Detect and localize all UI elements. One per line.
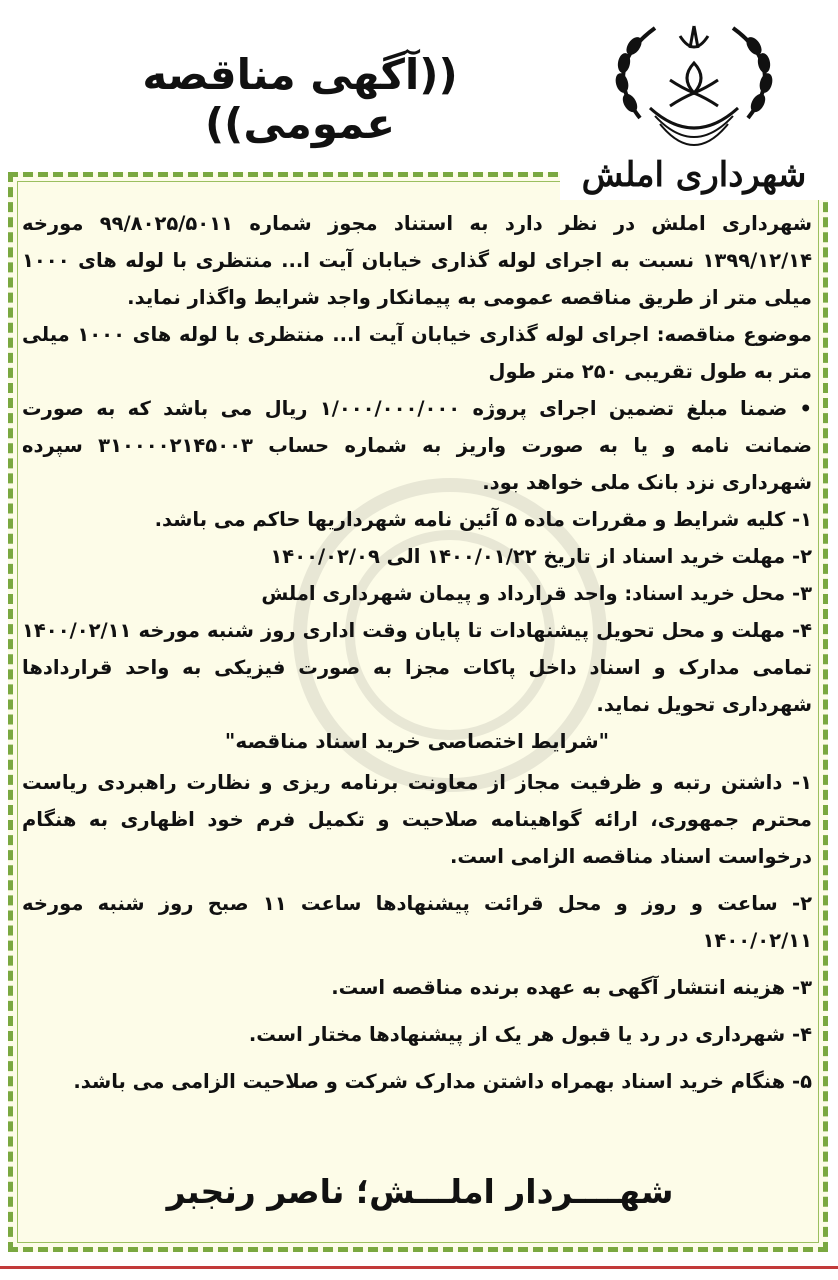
conditions-title: "شرایط اختصاصی خرید اسناد مناقصه" <box>224 729 610 753</box>
subject-text: اجرای لوله گذاری خیابان آیت ا... منتظری با لوله های ۱۰۰۰ میلی متر به طول تقریبی ۲۵۰ متر طول <box>22 323 812 383</box>
term-item: ۳- محل خرید اسناد: واحد قرارداد و پیمان شهرداری املش <box>261 582 812 605</box>
subject-label: موضوع مناقصه: <box>656 323 812 346</box>
condition-item: ۲- ساعت و روز و محل قرائت پیشنهادها ساعت ۱۱ صبح روز شنبه مورخه ۱۴۰۰/۰۲/۱۱ <box>22 892 812 952</box>
condition-item: ۴- شهرداری در رد یا قبول هر یک از پیشنهادها مختار است. <box>248 1023 812 1046</box>
page-title: ((آگهی مناقصه عمومی)) <box>142 50 458 148</box>
notice-body <box>22 205 812 1110</box>
condition-item: ۵- هنگام خرید اسناد بهمراه داشتن مدارک شرکت و صلاحیت الزامی می باشد. <box>73 1070 812 1093</box>
condition-item: ۱- داشتن رتبه و ظرفیت مجاز از معاونت برنامه ریزی و نظارت راهبردی ریاست محترم جمهوری، ارائه گواهینامه صلاحیت و تکمیل فرم خود اظهاری به هنگام درخواست اسناد مناقصه الزامی است. <box>22 771 812 868</box>
guarantee-paragraph: • ضمنا مبلغ تضمین اجرای پروژه ۱/۰۰۰/۰۰۰/۰۰۰ ریال می باشد که به صورت ضمانت نامه و یا به صورت واریز به شماره حساب ۳۱۰۰۰۰۲۱۴۵۰۰۳ سپرده شهرداری نزد بانک ملی خواهد بود. <box>22 397 812 494</box>
term-item: ۴- مهلت و محل تحویل پیشنهادات تا پایان وقت اداری روز شنبه مورخه ۱۴۰۰/۰۲/۱۱ تمامی مدارک و اسناد داخل پاکات مجزا به صورت فیزیکی به واحد قراردادها شهرداری تحویل نماید. <box>22 619 812 716</box>
term-item: ۱- کلیه شرایط و مقررات ماده ۵ آئین نامه شهرداریها حاکم می باشد. <box>154 508 812 531</box>
logo-text: شهرداری املش <box>581 155 807 195</box>
subject-paragraph <box>22 316 812 390</box>
municipality-logo <box>560 8 828 198</box>
emblem-icon <box>560 8 828 198</box>
bottom-divider <box>0 1266 838 1269</box>
term-item: ۲- مهلت خرید اسناد از تاریخ ۱۴۰۰/۰۱/۲۲ الی ۱۴۰۰/۰۲/۰۹ <box>270 545 812 568</box>
condition-item: ۳- هزینه انتشار آگهی به عهده برنده مناقصه است. <box>331 976 812 999</box>
signature: شهــــردار املـــش؛ ناصر رنجبر <box>166 1172 674 1211</box>
intro-paragraph: شهرداری املش در نظر دارد به استناد مجوز شماره ۹۹/۸۰۲۵/۵۰۱۱ مورخه ۱۳۹۹/۱۲/۱۴ نسبت به اجرای لوله گذاری خیابان آیت ا... منتظری با لوله های ۱۰۰۰ میلی متر از طریق مناقصه عمومی به پیمانکار واجد شرایط واگذار نماید. <box>22 212 812 309</box>
